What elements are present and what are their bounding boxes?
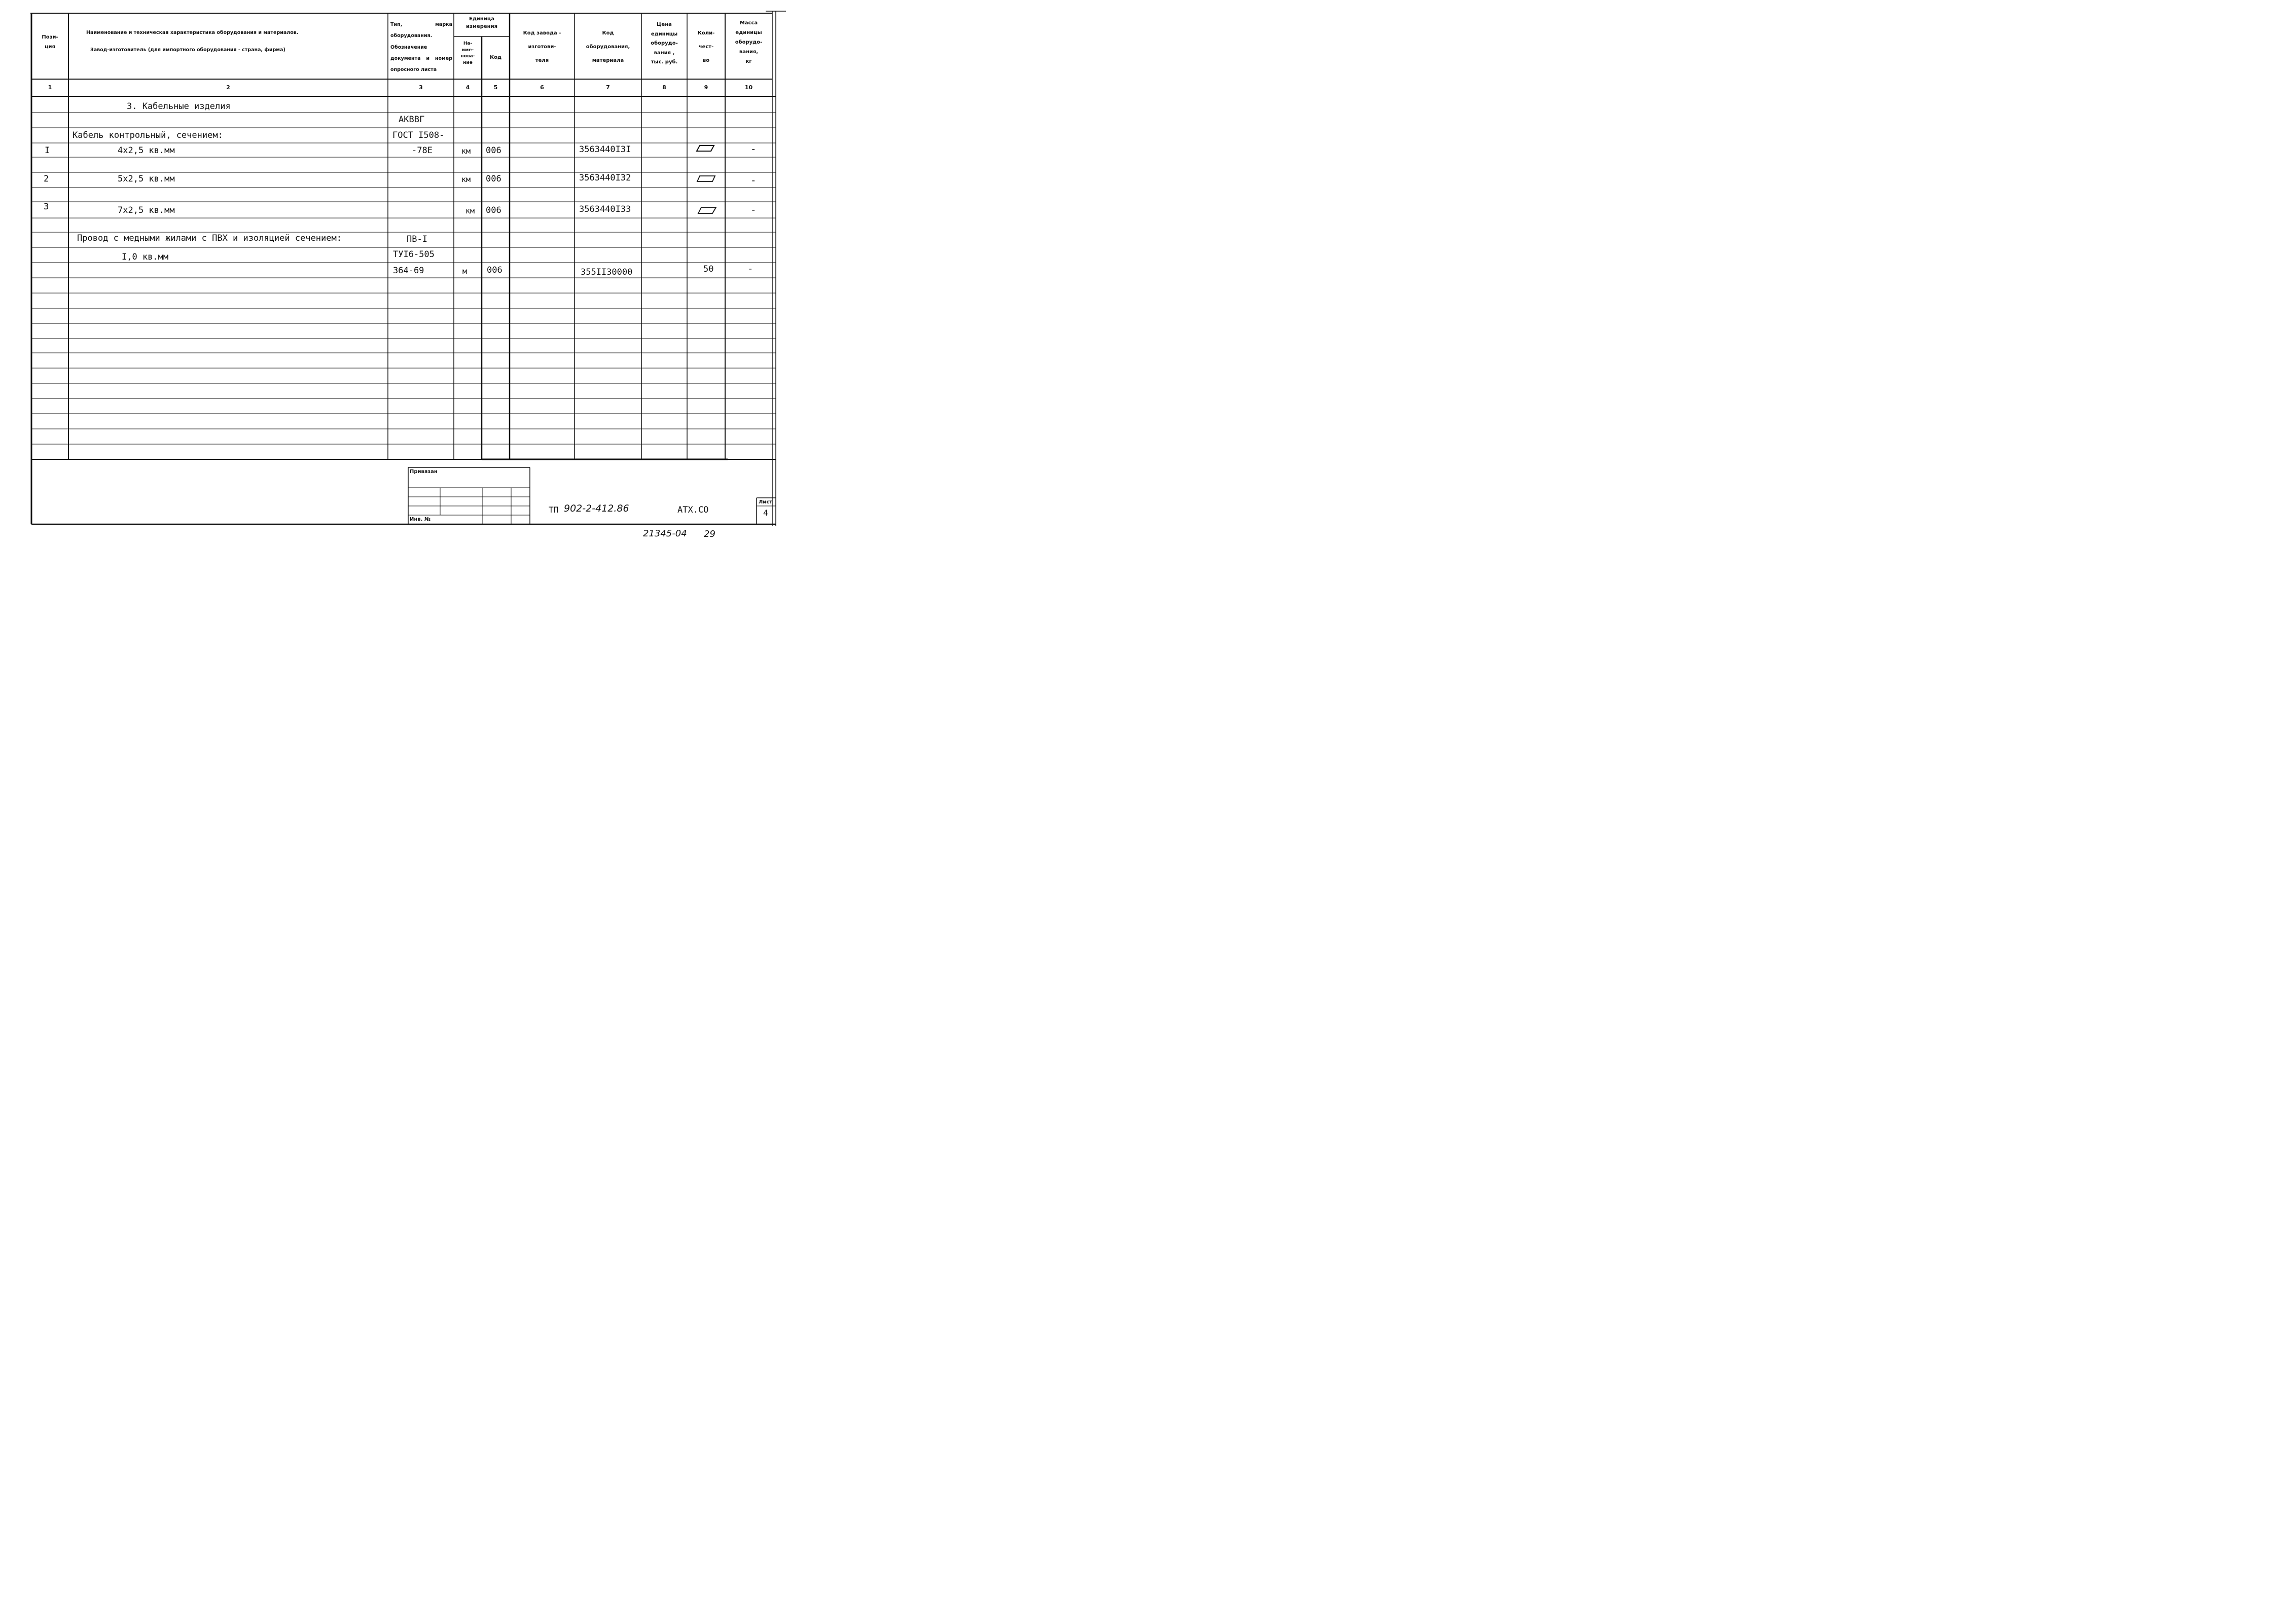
section-title: 3. Кабельные изделия xyxy=(127,101,231,112)
header-name-line2: Завод-изготовитель (для импортного оборудования - страна, фирма) xyxy=(90,47,285,53)
cell-unit: км xyxy=(465,206,475,215)
header-unit-group: Единица измерения xyxy=(465,16,498,29)
col-number-9: 9 xyxy=(704,84,708,91)
header-equipment-code: Код оборудования, материала xyxy=(586,30,630,63)
header-name-line1: Наименование и техническая характеристика оборудования и материалов. xyxy=(86,30,299,35)
cell-equipment-code: 355II30000 xyxy=(581,267,633,277)
cell-unit-code: 006 xyxy=(486,205,501,215)
quantity-mark xyxy=(695,174,717,183)
header-unit-code: Код xyxy=(489,55,502,60)
cell-unit: м xyxy=(462,267,468,276)
col-number-5: 5 xyxy=(493,84,498,91)
cell-unit-code: 006 xyxy=(486,174,501,184)
cell-type: 364-69 xyxy=(393,266,424,276)
cell-position: I xyxy=(45,146,50,156)
col-number-10: 10 xyxy=(744,84,753,91)
col-number-1: 1 xyxy=(48,84,52,91)
form-grid xyxy=(0,0,795,553)
doc-prefix: ТП xyxy=(549,505,559,515)
header-price: Цена единицы оборудо- вания , тыс. руб. xyxy=(651,22,678,65)
cell-name: I,0 кв.мм xyxy=(122,252,169,262)
col-number-2: 2 xyxy=(226,84,230,91)
cell-name: Кабель контрольный, сечением: xyxy=(73,130,223,140)
col-number-3: 3 xyxy=(419,84,423,91)
header-mass: Масса единицы оборудо- вания, кг xyxy=(735,20,763,64)
cell-name: 7х2,5 кв.мм xyxy=(118,205,175,215)
stamp-bound-label: Привязан xyxy=(410,469,438,475)
quantity-mark xyxy=(694,144,716,153)
cell-type: ПВ-I xyxy=(407,234,427,244)
cell-mass: - xyxy=(750,143,757,155)
cell-unit: км xyxy=(461,175,471,184)
stamp-inventory-label: Инв. № xyxy=(410,517,431,522)
cell-equipment-code: 3563440I32 xyxy=(579,173,631,183)
cell-type: ГОСТ I508- xyxy=(392,130,445,140)
header-unit-name: На- име- нова- ние xyxy=(460,41,475,65)
col-number-7: 7 xyxy=(606,84,610,91)
sheet-label: Лист xyxy=(759,499,773,505)
cell-unit-code: 006 xyxy=(487,265,503,275)
cell-type: АКВВГ xyxy=(399,115,425,125)
cell-equipment-code: 3563440I3I xyxy=(579,144,631,155)
cell-unit-code: 006 xyxy=(486,146,501,156)
quantity-mark xyxy=(696,205,718,215)
cell-name: 4х2,5 кв.мм xyxy=(118,146,175,156)
col-number-6: 6 xyxy=(540,84,544,91)
footer-page: 29 xyxy=(704,529,715,539)
header-position: Пози- ция xyxy=(42,34,58,50)
cell-type: ТУI6-505 xyxy=(393,249,435,260)
header-type: Тип, марка оборудования. Обозначение документа и номер опросного листа xyxy=(390,22,452,73)
cell-mass: - xyxy=(750,175,757,186)
doc-code: АТХ.СО xyxy=(677,505,709,515)
cell-mass: - xyxy=(750,204,757,215)
doc-number: 902-2-412.86 xyxy=(564,503,629,514)
cell-quantity: 50 xyxy=(703,264,714,274)
cell-position: 2 xyxy=(44,174,49,184)
sheet-number: 4 xyxy=(763,508,768,518)
cell-type: -78Е xyxy=(412,146,433,156)
col-number-4: 4 xyxy=(465,84,470,91)
cell-equipment-code: 3563440I33 xyxy=(579,204,631,214)
col-number-8: 8 xyxy=(662,84,666,91)
cell-name: 5х2,5 кв.мм xyxy=(118,174,175,184)
cell-unit: км xyxy=(461,147,471,156)
footer-archive-number: 21345-04 xyxy=(643,528,687,539)
header-factory-code: Код завода - изготови- теля xyxy=(523,30,561,63)
cell-position: 3 xyxy=(44,202,49,212)
cell-name: Провод с медными жилами с ПВХ и изоляцией сечением: xyxy=(77,233,342,243)
cell-mass: - xyxy=(747,263,754,274)
header-quantity: Коли- чест- во xyxy=(697,30,715,63)
